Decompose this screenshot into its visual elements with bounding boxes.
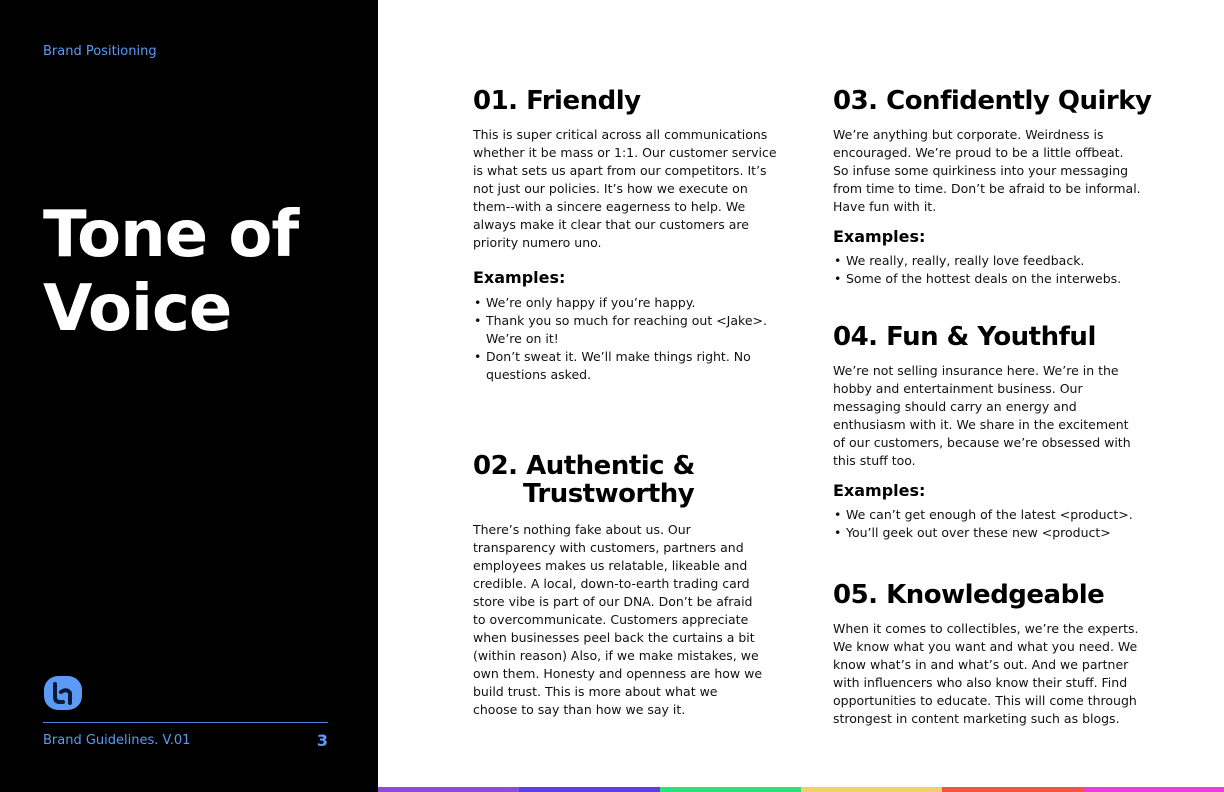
example-item: • We really, really, really love feedback. <box>833 252 1143 270</box>
footer-text: Brand Guidelines. V.01 <box>43 733 191 748</box>
example-item: • Some of the hottest deals on the interwebs. <box>833 270 1143 288</box>
example-item: • Don’t sweat it. We’ll make things right. No questions asked. <box>473 348 768 384</box>
page-number: 3 <box>316 731 328 750</box>
brand-logo-icon <box>43 675 83 711</box>
examples-list <box>833 506 1143 542</box>
examples-label: Examples: <box>473 268 566 287</box>
color-stripe <box>378 787 1224 792</box>
section-body: There’s nothing fake about us. Our transparency with customers, partners and employees makes us relatable, likeable and credible. A local, down-to-earth trading card store vibe is part of our DNA. Don’t be afraid to overcommunicate. Customers appreciate when businesses peel back the curtains a bit (within reason) Also, if we make mistakes, we own them. Honesty and openness are how we build trust. This is more about what we choose to say than how we say it. <box>473 522 763 717</box>
page-title: Tone of Voice <box>43 198 299 346</box>
section-body: When it comes to collectibles, we’re the experts. We know what you want and what you need. We know what’s in and what’s out. And we partner with influencers who also know their stuff. Find opportunities to educate. This will come through strongest in content marketing such as blogs. <box>833 621 1139 726</box>
section-heading: 01. Friendly <box>473 86 641 116</box>
section-heading: 04. Fun & Youthful <box>833 322 1096 352</box>
stripe-segment <box>1083 787 1224 792</box>
section-heading-line1: 02. Authentic & <box>473 451 695 481</box>
section-confidently-quirky <box>833 86 1152 288</box>
examples-list <box>473 294 768 384</box>
section-heading <box>473 452 783 508</box>
example-item: • We’re only happy if you’re happy. <box>473 294 768 312</box>
footer-divider <box>43 722 328 723</box>
section-label: Brand Positioning <box>43 44 157 59</box>
stripe-segment <box>801 787 942 792</box>
section-fun-youthful <box>833 322 1143 542</box>
stripe-segment <box>378 787 519 792</box>
section-authentic-trustworthy <box>473 452 783 719</box>
stripe-segment <box>660 787 801 792</box>
section-heading: 05. Knowledgeable <box>833 580 1105 610</box>
examples-label: Examples: <box>833 227 926 246</box>
examples-list <box>833 252 1143 288</box>
stripe-segment <box>519 787 660 792</box>
section-body: This is super critical across all communications whether it be mass or 1:1. Our customer service is what sets us apart from our competitors. It’s not just our policies. It’s how we execute on them--with a sincere eagerness to help. We always make it clear that our customers are priority numero uno. <box>473 127 777 250</box>
section-body: We’re anything but corporate. Weirdness is encouraged. We’re proud to be a little offbeat. So infuse some quirkiness into your messaging from time to time. Don’t be afraid to be informal. Have fun with it. <box>833 127 1141 214</box>
section-heading: 03. Confidently Quirky <box>833 86 1152 116</box>
section-knowledgeable <box>833 580 1143 728</box>
example-item: • You’ll geek out over these new <product> <box>833 524 1143 542</box>
section-body: We’re not selling insurance here. We’re in the hobby and entertainment business. Our messaging should carry an energy and enthusiasm with it. We share in the excitement of our customers, because we’re obsessed with this stuff too. <box>833 363 1131 468</box>
example-item: • We can’t get enough of the latest <product>. <box>833 506 1143 524</box>
section-heading-line2: Trustworthy <box>523 479 695 509</box>
example-item: • Thank you so much for reaching out <Jake>. We’re on it! <box>473 312 768 348</box>
examples-label: Examples: <box>833 481 926 500</box>
sidebar <box>0 0 378 792</box>
section-friendly <box>473 86 783 384</box>
stripe-segment <box>942 787 1083 792</box>
